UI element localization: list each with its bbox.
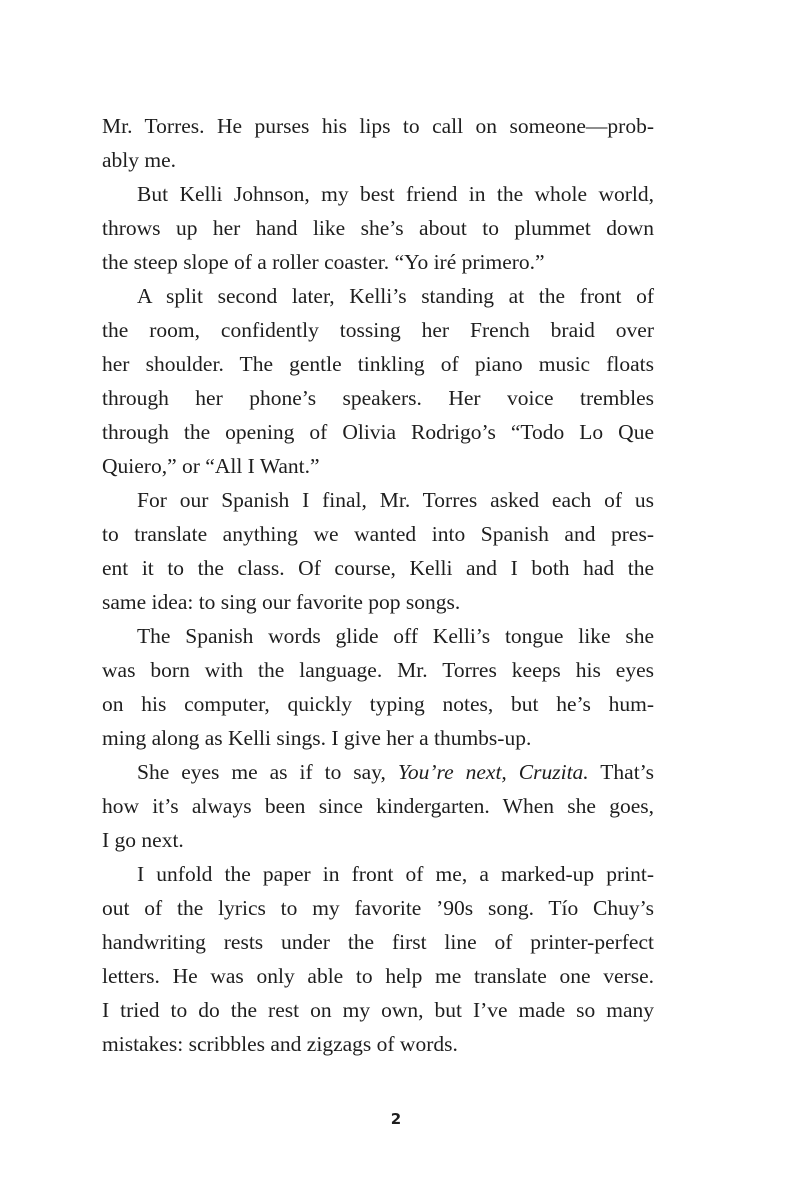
text-line: through her phone’s speakers. Her voice trembles: [102, 386, 654, 410]
text-line: on his computer, quickly typing notes, but he’s hum-: [102, 692, 654, 716]
text-line: how it’s always been since kindergarten. When she goes,: [102, 794, 654, 818]
text-line: throws up her hand like she’s about to plummet down: [102, 216, 654, 240]
text-line: ent it to the class. Of course, Kelli and I both had the: [102, 556, 654, 580]
text-line: The Spanish words glide off Kelli’s tongue like she: [137, 624, 654, 648]
paragraph: [102, 857, 654, 1061]
text-line: But Kelli Johnson, my best friend in the whole world,: [137, 182, 654, 206]
paragraph: [102, 619, 654, 755]
text-line: [102, 755, 654, 789]
text-line: A split second later, Kelli’s standing at the front of: [137, 284, 654, 308]
paragraph: [102, 279, 654, 483]
page-number: 2: [390, 1110, 402, 1128]
paragraph: [102, 109, 654, 177]
text-line: the room, confidently tossing her French braid over: [102, 318, 654, 342]
text-line: I go next.: [102, 828, 184, 852]
paragraph: [102, 483, 654, 619]
text-line: the steep slope of a roller coaster. “Yo iré primero.”: [102, 250, 545, 274]
text-line: to translate anything we wanted into Spanish and pres-: [102, 522, 654, 546]
text-line: handwriting rests under the first line of printer-perfect: [102, 930, 654, 954]
paragraph: [102, 177, 654, 279]
text-line: her shoulder. The gentle tinkling of piano music floats: [102, 352, 654, 376]
text-line: out of the lyrics to my favorite ’90s song. Tío Chuy’s: [102, 896, 654, 920]
text-line: through the opening of Olivia Rodrigo’s “Todo Lo Que: [102, 420, 654, 444]
text-line: was born with the language. Mr. Torres keeps his eyes: [102, 658, 654, 682]
paragraph: [102, 755, 654, 857]
text-line: mistakes: scribbles and zigzags of words.: [102, 1032, 458, 1056]
text-line: I unfold the paper in front of me, a marked-up print-: [137, 862, 654, 886]
text-line: Mr. Torres. He purses his lips to call on someone—prob-: [102, 114, 654, 138]
page-body: [102, 109, 654, 1061]
text-line: letters. He was only able to help me translate one verse.: [102, 964, 654, 988]
text-run: She eyes me as if to say,: [137, 760, 398, 784]
text-run: That’s: [588, 760, 655, 784]
text-line: same idea: to sing our favorite pop songs.: [102, 590, 461, 614]
text-line: ming along as Kelli sings. I give her a thumbs-up.: [102, 726, 532, 750]
text-line: For our Spanish I final, Mr. Torres asked each of us: [137, 488, 654, 512]
text-line: I tried to do the rest on my own, but I’ve made so many: [102, 998, 654, 1022]
italic-thought: You’re next, Cruzita.: [397, 760, 589, 784]
text-line: Quiero,” or “All I Want.”: [102, 454, 320, 478]
text-line: ably me.: [102, 148, 177, 172]
